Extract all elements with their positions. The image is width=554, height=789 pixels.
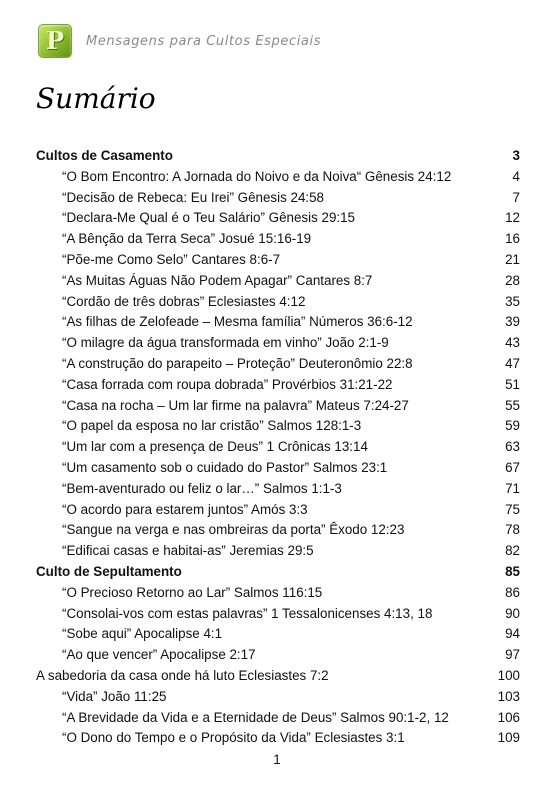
toc-entry-page: 47: [505, 355, 520, 371]
toc-entry-label: “As Muitas Águas Não Podem Apagar” Cantares 8:7: [62, 272, 373, 288]
toc-entry-page: 39: [505, 314, 520, 330]
toc-entry-label: “Casa forrada com roupa dobrada” Provérbios 31:21-22: [62, 376, 393, 392]
page-number: 1: [273, 752, 281, 767]
toc-entry-page: 109: [497, 730, 520, 746]
page-title: Sumário: [36, 82, 156, 115]
toc-entry-label: “O milagre da água transformada em vinho” João 2:1-9: [62, 335, 389, 351]
publisher-logo-icon: [38, 24, 72, 58]
toc-entry-label: “A Bênção da Terra Seca” Josué 15:16-19: [62, 231, 312, 247]
toc-entry-page: 75: [505, 501, 520, 517]
toc-entry-label: “Bem-aventurado ou feliz o lar…” Salmos 1:1-3: [62, 480, 342, 496]
toc-entry-page: 51: [505, 376, 520, 392]
table-of-contents: [36, 146, 520, 749]
toc-section-label: Culto de Sepultamento: [36, 563, 182, 579]
toc-entry-page: 103: [497, 688, 520, 704]
toc-entry-page: 67: [505, 459, 520, 475]
toc-entry-row[interactable]: [36, 437, 520, 458]
toc-entry-page: 21: [505, 251, 520, 267]
toc-entry-page: 4: [512, 168, 520, 184]
toc-entry-label: “Sangue na verga e nas ombreiras da porta” Êxodo 12:23: [62, 522, 405, 538]
toc-entry-row[interactable]: [36, 541, 520, 562]
toc-entry-row[interactable]: [36, 208, 520, 229]
toc-entry-row[interactable]: [36, 583, 520, 604]
toc-entry-row[interactable]: [36, 354, 520, 375]
page-header: [38, 24, 321, 58]
toc-entry-row[interactable]: [36, 333, 520, 354]
toc-entry-page: 16: [505, 231, 520, 247]
toc-entry-label: “Cordão de três dobras” Eclesiastes 4:12: [62, 293, 306, 309]
toc-entry-label: “Consolai-vos com estas palavras” 1 Tessalonicenses 4:13, 18: [62, 605, 433, 621]
toc-section-row[interactable]: [36, 562, 520, 583]
toc-entry-row[interactable]: [36, 624, 520, 645]
toc-entry-row[interactable]: [36, 292, 520, 313]
toc-entry-label: “O Dono do Tempo e o Propósito da Vida” Eclesiastes 3:1: [62, 730, 405, 746]
toc-entry-row[interactable]: [36, 167, 520, 188]
toc-entry-row[interactable]: [36, 188, 520, 209]
toc-entry-row[interactable]: [36, 458, 520, 479]
toc-entry-label: “Um casamento sob o cuidado do Pastor” Salmos 23:1: [62, 459, 388, 475]
toc-entry-page: 97: [505, 647, 520, 663]
toc-entry-label: “Sobe aqui” Apocalipse 4:1: [62, 626, 223, 642]
toc-entry-label: “Põe-me Como Selo” Cantares 8:6-7: [62, 251, 281, 267]
toc-entry-page: 12: [505, 210, 520, 226]
toc-entry-label: “A Brevidade da Vida e a Eternidade de Deus” Salmos 90:1-2, 12: [62, 709, 449, 725]
toc-entry-label: “O acordo para estarem juntos” Amós 3:3: [62, 501, 308, 517]
toc-entry-row[interactable]: [36, 229, 520, 250]
toc-entry-label: “A construção do parapeito – Proteção” Deuteronômio 22:8: [62, 355, 413, 371]
toc-entry-row[interactable]: [36, 375, 520, 396]
toc-entry-label: “O Precioso Retorno ao Lar” Salmos 116:15: [62, 584, 323, 600]
toc-entry-page: 55: [505, 397, 520, 413]
toc-entry-label: “Ao que vencer” Apocalipse 2:17: [62, 647, 256, 663]
toc-entry-row[interactable]: [36, 604, 520, 625]
toc-entry-row[interactable]: [36, 708, 520, 729]
toc-entry-row[interactable]: [36, 666, 520, 687]
toc-entry-label: “As filhas de Zelofeade – Mesma família” Números 36:6-12: [62, 314, 413, 330]
toc-entry-page: 106: [497, 709, 520, 725]
toc-entry-label: “Decisão de Rebeca: Eu Irei” Gênesis 24:58: [62, 189, 325, 205]
toc-entry-page: 90: [505, 605, 520, 621]
toc-section-row[interactable]: [36, 146, 520, 167]
toc-entry-row[interactable]: [36, 479, 520, 500]
toc-entry-page: 63: [505, 439, 520, 455]
toc-entry-page: 82: [505, 543, 520, 559]
toc-entry-page: 71: [505, 480, 520, 496]
toc-entry-label: “Declara-Me Qual é o Teu Salário” Gênesis 29:15: [62, 210, 356, 226]
toc-entry-page: 7: [512, 189, 520, 205]
toc-entry-row[interactable]: [36, 416, 520, 437]
toc-entry-row[interactable]: [36, 250, 520, 271]
toc-entry-row[interactable]: [36, 728, 520, 749]
toc-entry-page: 78: [505, 522, 520, 538]
toc-entry-row[interactable]: [36, 500, 520, 521]
toc-entry-row[interactable]: [36, 396, 520, 417]
toc-entry-page: 28: [505, 272, 520, 288]
toc-entry-label: “Edificai casas e habitai-as” Jeremias 29:5: [62, 543, 314, 559]
toc-entry-page: 86: [505, 584, 520, 600]
logo-letter: P: [45, 26, 65, 55]
toc-entry-label: “Um lar com a presença de Deus” 1 Crônicas 13:14: [62, 439, 368, 455]
toc-entry-label: “Casa na rocha – Um lar firme na palavra” Mateus 7:24-27: [62, 397, 409, 413]
toc-entry-row[interactable]: [36, 645, 520, 666]
toc-entry-label: “Vida” João 11:25: [62, 688, 167, 704]
toc-entry-page: 35: [505, 293, 520, 309]
toc-entry-row[interactable]: [36, 687, 520, 708]
toc-entry-label: “O papel da esposa no lar cristão” Salmos 128:1-3: [62, 418, 362, 434]
toc-entry-row[interactable]: [36, 271, 520, 292]
toc-entry-page: 94: [505, 626, 520, 642]
toc-entry-row[interactable]: [36, 520, 520, 541]
toc-entry-label: “O Bom Encontro: A Jornada do Noivo e da Noiva“ Gênesis 24:12: [62, 168, 452, 184]
toc-section-page: 85: [505, 563, 520, 579]
toc-entry-page: 100: [497, 667, 520, 683]
header-title: Mensagens para Cultos Especiais: [86, 33, 322, 49]
toc-section-label: Cultos de Casamento: [36, 148, 173, 163]
toc-entry-page: 43: [505, 335, 520, 351]
toc-entry-label: A sabedoria da casa onde há luto Eclesiastes 7:2: [36, 667, 329, 683]
toc-entry-page: 59: [505, 418, 520, 434]
toc-section-page: 3: [512, 148, 520, 163]
toc-entry-row[interactable]: [36, 312, 520, 333]
